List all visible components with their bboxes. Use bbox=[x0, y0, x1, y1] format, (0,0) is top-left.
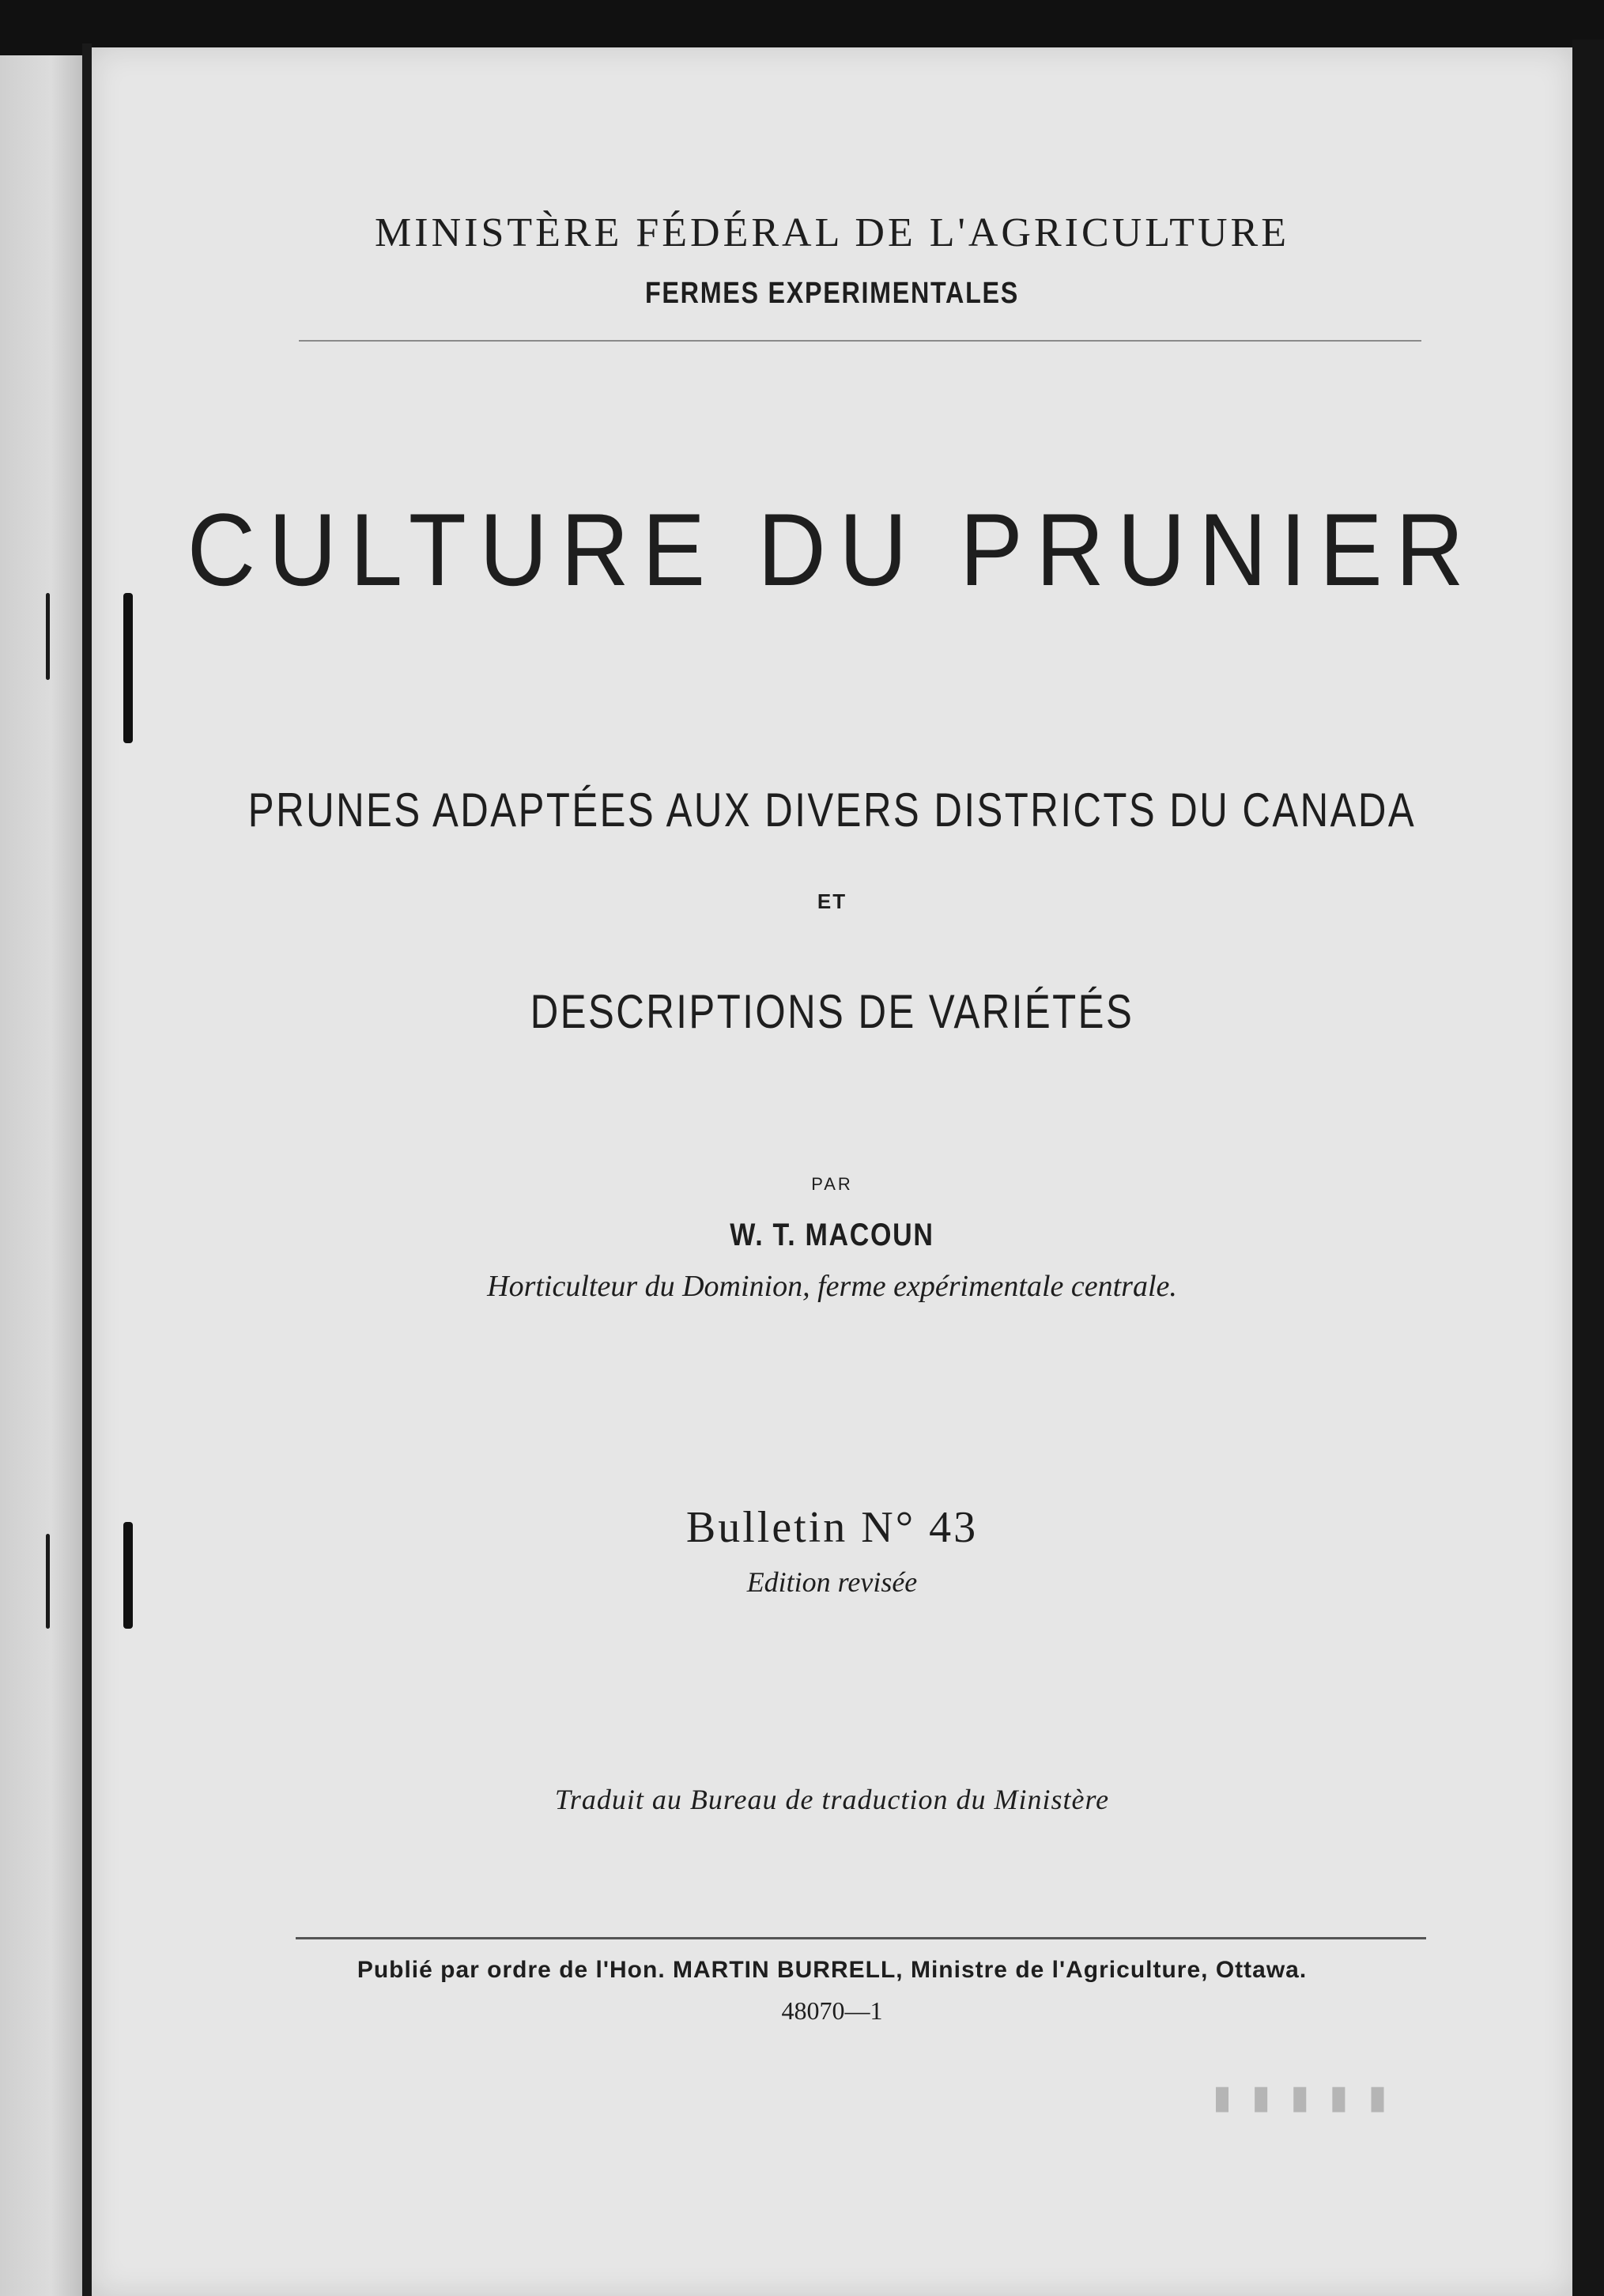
binding-edge bbox=[82, 43, 92, 2296]
author-name: W. T. MACOUN bbox=[730, 1218, 934, 1252]
institution-heading: FERMES EXPERIMENTALES bbox=[645, 277, 1019, 310]
page-title: CULTURE DU PRUNIER bbox=[187, 492, 1478, 607]
faded-stamp: ▮ ▮ ▮ ▮ ▮ bbox=[1213, 2080, 1393, 2115]
author-title: Horticulteur du Dominion, ferme expérimentale centrale. bbox=[487, 1270, 1177, 1303]
strip-mark bbox=[46, 593, 50, 680]
strip-mark bbox=[46, 1534, 50, 1629]
conjunction: ET bbox=[817, 889, 847, 913]
title-page bbox=[92, 47, 1572, 2296]
by-label: PAR bbox=[811, 1174, 853, 1194]
footer-rule bbox=[296, 1937, 1426, 1939]
previous-page-strip bbox=[0, 55, 85, 2296]
bulletin-number: Bulletin N° 43 bbox=[685, 1503, 979, 1552]
publisher-line: Publié par ordre de l'Hon. MARTIN BURRELL, Ministre de l'Agriculture, Ottawa. bbox=[357, 1957, 1308, 1983]
subtitle-descriptions: DESCRIPTIONS DE VARIÉTÉS bbox=[530, 985, 1134, 1038]
translation-note: Traduit au Bureau de traduction du Ministère bbox=[554, 1784, 1110, 1815]
binding-mark bbox=[123, 593, 133, 743]
ministry-heading: MINISTÈRE FÉDÉRAL DE L'AGRICULTURE bbox=[375, 210, 1289, 255]
right-edge bbox=[1572, 40, 1604, 2296]
header-rule bbox=[299, 340, 1421, 342]
edition-note: Edition revisée bbox=[746, 1566, 918, 1598]
subtitle: PRUNES ADAPTÉES AUX DIVERS DISTRICTS DU CANADA bbox=[247, 784, 1417, 836]
document-number: 48070—1 bbox=[781, 1996, 883, 2025]
